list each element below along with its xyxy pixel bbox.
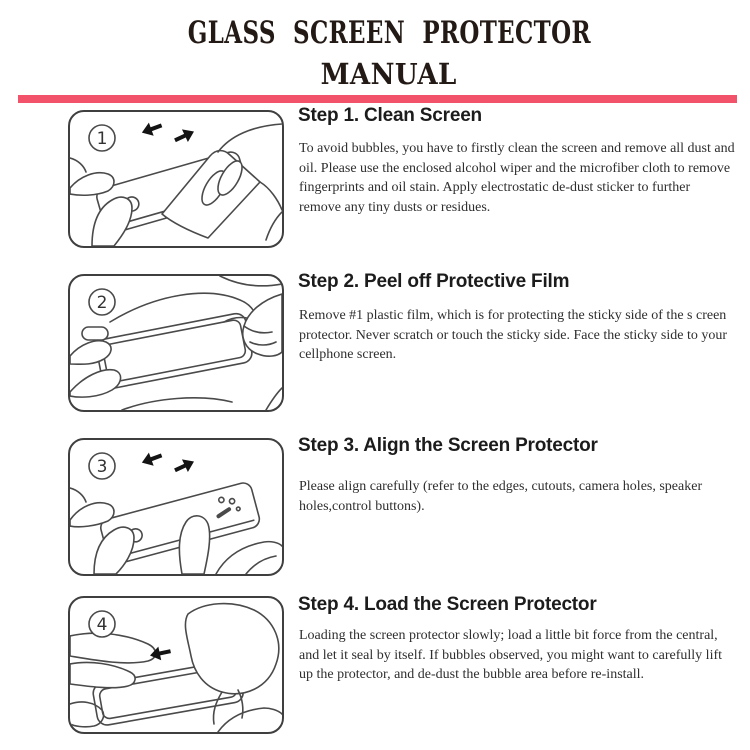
- film-pull-tab: [82, 327, 108, 340]
- step3-illustration-box: [68, 438, 284, 576]
- page-title-line2: [0, 57, 750, 91]
- step3-body: Please align carefully (refer to the edges, cutouts, camera holes, speaker holes,control buttons).: [299, 479, 703, 514]
- step4-body: Loading the screen protector slowly; load a little bit force from the central, and let it seal by itself. If bubbles observed, you might want to carefully lift up the protector, and de-dust the bubble area before re-install.: [299, 628, 723, 682]
- step3-number: 3: [96, 457, 108, 477]
- align-left-arrow-icon: [139, 449, 164, 469]
- step2-number: 2: [96, 293, 108, 313]
- step1-illustration-box: [68, 110, 284, 248]
- peel-film-illustration: [70, 276, 282, 410]
- wipe-left-arrow-icon: [139, 119, 164, 139]
- step1-number: 1: [96, 129, 108, 149]
- wipe-right-arrow-icon: [172, 125, 197, 147]
- page-subtitle: MANUAL: [320, 57, 458, 91]
- load-protector-illustration: [70, 598, 282, 732]
- step3-heading: Step 3. Align the Screen Protector: [298, 435, 598, 456]
- page-title-line1: [0, 15, 750, 51]
- clean-screen-illustration: [70, 112, 282, 246]
- step1-heading: Step 1. Clean Screen: [298, 105, 482, 126]
- step2-body: Remove #1 plastic film, which is for protecting the sticky side of the s creen protector. Never scratch or touch the sticky side. Face the sticky side to your cellphone screen.: [299, 308, 728, 362]
- align-right-arrow-icon: [172, 455, 197, 477]
- step4-heading: Step 4. Load the Screen Protector: [298, 594, 597, 615]
- step2-illustration-box: [68, 274, 284, 412]
- page-title: GLASS SCREEN PROTECTOR: [187, 15, 591, 51]
- step4-number: 4: [96, 615, 108, 635]
- step1-body: To avoid bubbles, you have to firstly clean the screen and remove all dust and oil. Please use the enclosed alcohol wiper and the microfiber cloth to remove fingerprints and oil stain. Apply electrostatic de-dust sticker to further remove any tiny dusts or residues.: [299, 141, 735, 215]
- step4-illustration-box: [68, 596, 284, 734]
- step2-heading: Step 2. Peel off Protective Film: [298, 271, 570, 292]
- align-protector-illustration: [70, 440, 282, 574]
- title-divider-rule: [18, 95, 737, 103]
